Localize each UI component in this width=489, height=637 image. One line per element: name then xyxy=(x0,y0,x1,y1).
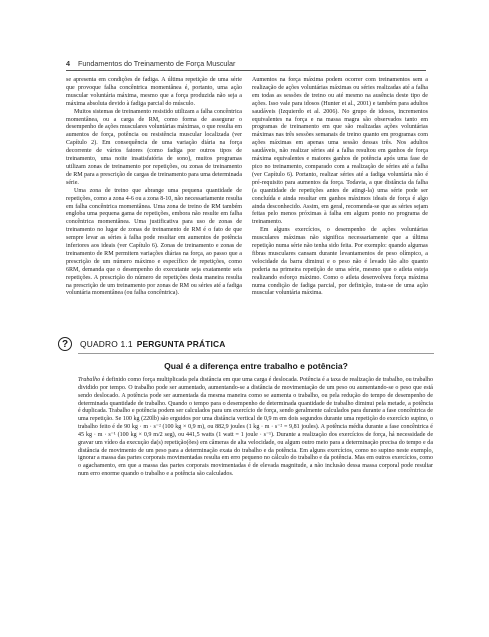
body-columns xyxy=(66,77,428,327)
box-subtitle: Qual é a diferença entre trabalho e potência? xyxy=(164,361,348,371)
box-body xyxy=(78,377,433,479)
box-divider xyxy=(78,353,434,354)
right-column xyxy=(252,77,428,298)
box-lead-word: Trabalho xyxy=(78,377,101,383)
box-header xyxy=(58,335,434,353)
box-paragraph xyxy=(78,377,433,479)
page-number: 4 xyxy=(66,59,70,68)
left-column xyxy=(66,77,242,298)
left-paragraph-3: Uma zona de treino que abrange uma pequena quantidade de repetições, como a zona 4-6 ou a zona 8-10, não necessariamente resulta em falha concêntrica momentânea. Uma zona de treino de RM também engloba uma pequena gama de repetições, embora não resulte em falha concêntrica momentânea. Uma justificativa para uso de zonas de treinamento no lugar de zonas de treinamento de RM é o fato de que sempre levar as séries à falha pode resultar em aumentos de potência inferiores aos ideais (ver Capítulo 6). Zonas de treinamento e zonas de treinamento de RM permitem variações diárias na força, ao passo que a prescrição de um número máximo e específico de repetições, como 6RM, demanda que o desempenho do executante seja exatamente seis repetições. A prescrição do número de repetições desta maneira resulta na prescrição de um treinamento por zonas de RM ou séries até a fadiga voluntária momentânea (ou falha concêntrica). xyxy=(66,187,242,297)
box-title: PERGUNTA PRÁTICA xyxy=(136,339,226,349)
left-paragraph-2: Muitos sistemas de treinamento resistido utilizam a falha concêntrica momentânea, ou a carga de RM, como forma de assegurar o desempenho de ações musculares voluntárias máximas, o que resulta em aumentos de força, potência ou resistência muscular localizada (ver Capítulo 2). Em consequência de uma variação diária na força decorrente de vários fatores (como fadiga por outros tipos de treinamento, uma noite insatisfatória de sono), muitos programas utilizam zonas de treinamento por repetições, ou zonas de treinamento de RM para a prescrição de cargas de treinamento para uma determinada série. xyxy=(66,108,243,186)
box-body-text: é definido como força multiplicada pela distância em que uma carga é deslocada. Potência é a taxa de realização de trabalho, ou trabalho dividido por tempo. O trabalho pode ser aumentado, aumentando-se a distância de movimentação de um peso ou aumentando-se o peso que está sendo deslocado. A potência pode ser aumentada da mesma maneira como se aumenta o trabalho, ou pela redução do tempo de desempenho de determinada quantidade de trabalho. Quando o tempo para o desempenho de determinada quantidade de trabalho diminui pela metade, a potência é duplicada. Trabalho e potência podem ser calculados para um exercício de força, sendo geralmente calculados para durante a fase concêntrica de uma repetição. Se 100 kg (220lb) são erguidos por uma distância vertical de 0,9 m em dois segundos durante uma repetição do exercício supino, o trabalho feito é de 90 kg · m · s⁻² (100 kg × 0,9 m), ou 882,9 joules (1 kg · m · s⁻² = 9,81 joules). A potência média durante a fase concêntrica é 45 kg · m · s⁻¹ (100 kg × 0,9 m/2 seg), ou 441,5 watts (1 watt = 1 joule · s⁻¹). Durante a realização dos exercícios de força, há necessidade de gravar um vídeo da execução da(s) repetição(ões) em câmeras de alta velocidade, ou algum outro meio para a determinação precisa do tempo e da distância de movimento de um peso para a determinação exata do trabalho e da potência. Em alguns exercícios, como no supino neste exemplo, ignorar a massa das partes corporais movimentadas resulta em erro pequeno no cálculo do trabalho e da potência. Mas em outros exercícios, como o agachamento, em que a massa das partes corporais movimentadas é de elevada magnitude, a não inclusão dessa massa corporal pode resultar num erro enorme quando o trabalho e a potência são calculados. xyxy=(78,377,433,478)
question-mark-icon: ? xyxy=(58,337,72,351)
right-paragraph-1: Aumentos na força máxima podem ocorrer com treinamentos sem a realização de ações voluntárias máximas ou séries realizadas até a falha em todas as sessões de treino ou até mesmo na ausência deste tipo de ações. Isso vale para idosos (Hunter et al., 2001) e também para adultos saudáveis (Izquierdo et al. 2006). No grupo de idosos, incrementos equivalentes na força e na massa magra são observados tanto em programas de treinamento em que são realizadas ações voluntárias máximas nas três sessões semanais de treino quanto em programas com ações máximas em apenas uma sessão dessas três. Nos adultos saudáveis, não realizar séries até a falha resultou em ganhos de força máxima equivalentes e maiores ganhos de potência após uma fase de pico no treinamento, comparado com a realização de séries até a falha (ver Capítulo 6). Portanto, realizar séries até a fadiga voluntária não é pré-requisito para aumentos da força. Todavia, a que distância da falha (a quantidade de repetições antes de atingi-la) uma série pode ser concluída e ainda resultar em ganhos máximos ideais de força é algo ainda desconhecido. Assim, em geral, recomenda-se que as séries sejam feitas pelo menos próximas à falha em algum ponto no programa de treinamento. xyxy=(252,77,428,226)
running-title: Fundamentos do Treinamento de Força Muscular xyxy=(78,59,236,68)
running-header xyxy=(66,59,426,71)
left-paragraph-1: se apresenta em condições de fadiga. A última repetição de uma série que provoque falha concêntrica momentânea é, portanto, uma ação muscular voluntária máxima, mesmo que a força produzida não seja a máxima absoluta devido à fadiga parcial do músculo. xyxy=(66,77,242,107)
right-paragraph-2: Em alguns exercícios, o desempenho de ações voluntárias musculares máximas não significa necessariamente que a última repetição numa série não tenha sido feita. Por exemplo: quando algumas fibras musculares cansam durante levantamentos de peso olímpico, a velocidade da barra diminui e o peso não é levado tão alto quanto poderia na primeira repetição de uma série, mesmo que o atleta esteja realizando esforço máximo. Como o atleta desenvolveu força máxima numa condição de fadiga parcial, por definição, trata-se de uma ação muscular voluntária máxima. xyxy=(252,227,428,297)
box-label: QUADRO 1.1 xyxy=(80,339,133,349)
